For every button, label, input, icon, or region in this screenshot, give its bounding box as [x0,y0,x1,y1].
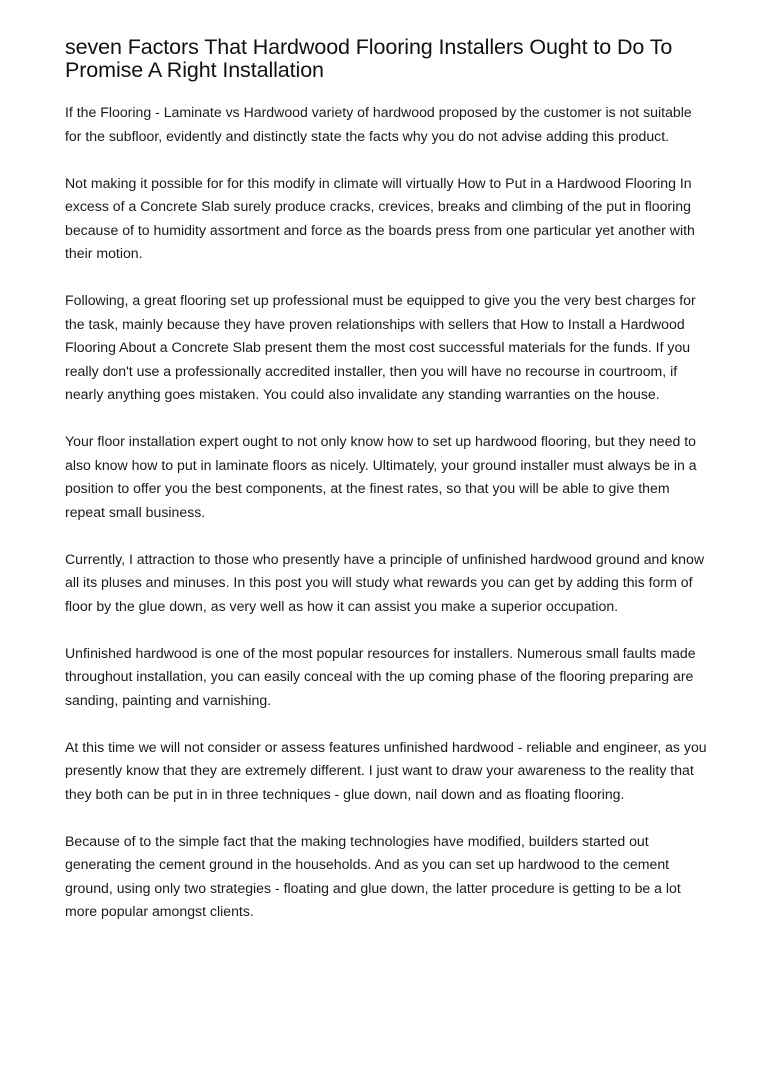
document-title: seven Factors That Hardwood Flooring Installers Ought to Do To Promise A Right Installation [65,35,673,82]
paragraph-5: Currently, I attraction to those who presently have a principle of unfinished hardwood ground and know all its pluses and minuses. In this post you will study what rewards you can get by adding this form of floor by the glue down, as very well as how it can assist you make a superior occupation. [65,550,705,614]
paragraph-7: At this time we will not consider or assess features unfinished hardwood - reliable and engineer, as you presently know that they are extremely different. I just want to draw your awareness to the reality that they both can be put in in three techniques - glue down, nail down and as floating flooring. [65,738,707,802]
paragraph-2: Not making it possible for for this modify in climate will virtually How to Put in a Hardwood Flooring In excess of a Concrete Slab surely produce cracks, crevices, breaks and climbing of the put in flooring because of to humidity assortment and force as the boards press from one particular yet another with their motion. [65,174,695,261]
paragraph-8: Because of to the simple fact that the making technologies have modified, builders started out generating the cement ground in the households. And as you can set up hardwood to the cement ground, using only two strategies - floating and glue down, the latter procedure is getting to be a lot more popular amongst clients. [65,832,681,919]
paragraph-1: If the Flooring - Laminate vs Hardwood variety of hardwood proposed by the customer is not suitable for the subfloor, evidently and distinctly state the facts why you do not advise adding this product. [65,104,692,144]
paragraph-6: Unfinished hardwood is one of the most popular resources for installers. Numerous small faults made throughout installation, you can easily conceal with the up coming phase of the flooring preparing are sanding, painting and varnishing. [65,644,696,708]
paragraph-3: Following, a great flooring set up professional must be equipped to give you the very best charges for the task, mainly because they have proven relationships with sellers that How to Install a Hardwood Flooring About a Concrete Slab present them the most cost successful materials for the funds. If you really don't use a professionally accredited installer, then you will have no recourse in courtroom, if nearly anything goes mistaken. You could also invalidate any standing warranties on the house. [65,292,696,402]
paragraph-4: Your floor installation expert ought to not only know how to set up hardwood flooring, but they need to also know how to put in laminate floors as nicely. Ultimately, your ground installer must always be in a position to offer you the best components, at the finest rates, so that you will be able to give them repeat small business. [65,433,697,520]
